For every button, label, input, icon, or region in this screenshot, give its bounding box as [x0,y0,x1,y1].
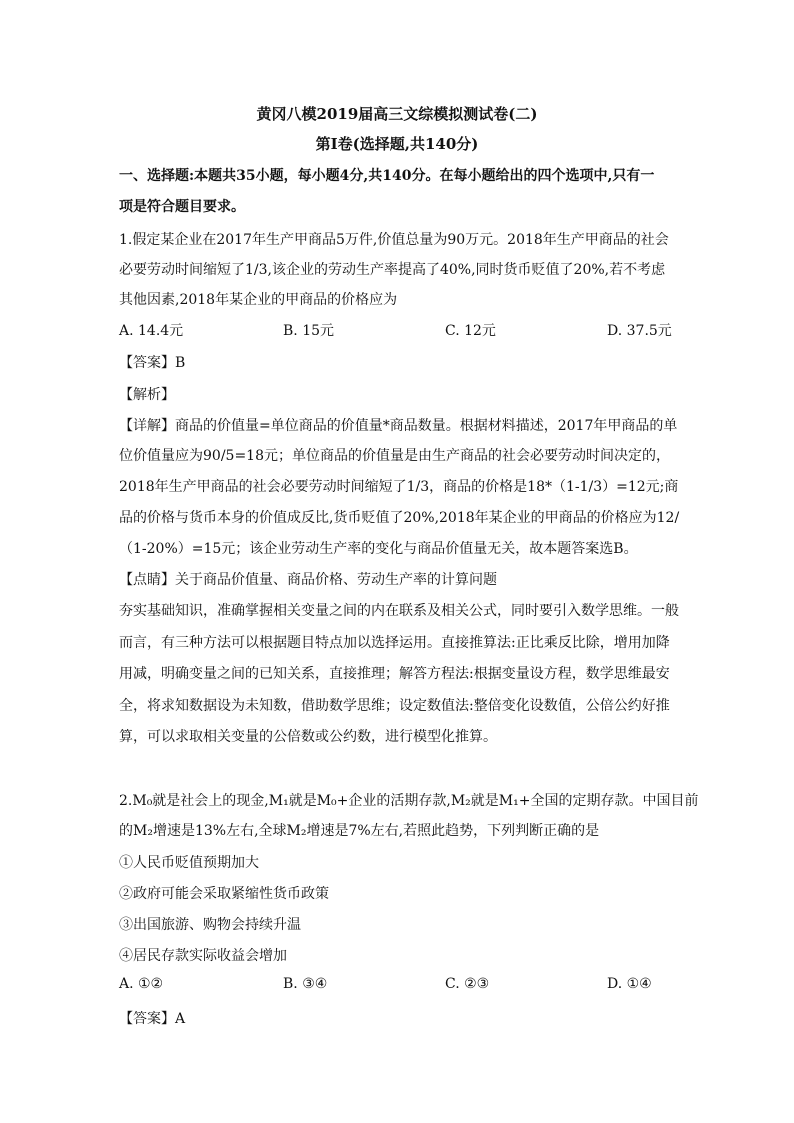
q2-stem-line-2: 的M₂增速是13%左右,全球M₂增速是7%左右,若照此趋势，下列判断正确的是 [119,823,600,839]
q2-item-2: ②政府可能会采取紧缩性货币政策 [119,886,329,902]
q1-option-c: C. 12元 [445,323,496,339]
q2-option-c: C. ②③ [445,976,490,992]
q2-item-4: ④居民存款实际收益会增加 [119,948,287,964]
q1-option-b: B. 15元 [283,323,335,339]
q1-stem-line-1: 1.假定某企业在2017年生产甲商品5万件,价值总量为90万元。2018年生产甲商品的社会 [119,232,669,248]
q1-detail-line-2: 位价值量应为90/5=18元；单位商品的价值量是由生产商品的社会必要劳动时间决定的， [119,448,670,464]
q1-detail-line-5: （1-20%）=15元；该企业劳动生产率的变化与商品价值量无关，故本题答案选B。 [119,541,638,557]
section-heading-line-2: 项是符合题目要求。 [119,199,245,215]
q1-tips-line-6: 算，可以求取相关变量的公倍数或公约数，进行模型化推算。 [119,729,497,745]
q1-stem-line-2: 必要劳动时间缩短了1/3,该企业的劳动生产率提高了40%,同时货币贬值了20%,若不考虑 [119,262,666,278]
q2-item-3: ③出国旅游、购物会持续升温 [119,917,301,933]
part-title: 第Ⅰ卷(选择题,共140分) [315,135,479,153]
section-heading-line-1: 一、选择题:本题共35小题，每小题4分,共140分。在每小题给出的四个选项中,只有一 [119,168,655,184]
q1-detail-line-4: 品的价格与货币本身的价值成反比,货币贬值了20%,2018年某企业的甲商品的价格应为12/ [119,510,680,526]
q1-tips-line-5: 全，将求知数据设为未知数，借助数学思维；设定数值法:整倍变化设数值，公倍公约好推 [119,698,670,714]
q2-option-b: B. ③④ [283,976,328,992]
q1-detail-line-3: 2018年生产甲商品的社会必要劳动时间缩短了1/3，商品的价格是18*（1-1/3）=12元;商 [119,479,679,495]
q2-item-1: ①人民币贬值预期加大 [119,855,259,871]
q2-answer: 【答案】A [119,1011,186,1027]
q1-answer: 【答案】B [119,355,186,371]
q2-option-a: A. ①② [119,976,164,992]
q1-tips-line-2: 夯实基础知识，准确掌握相关变量之间的内在联系及相关公式，同时要引入数学思维。一般 [119,603,679,619]
q1-option-a: A. 14.4元 [119,323,184,339]
q1-stem-line-3: 其他因素,2018年某企业的甲商品的价格应为 [119,292,398,308]
q1-detail-line-1: 【详解】商品的价值量=单位商品的价值量*商品数量。根据材料描述，2017年甲商品的单 [119,418,678,434]
q1-tips-line-4: 用减，明确变量之间的已知关系，直接推理；解答方程法:根据变量设方程，数学思维最安 [119,666,670,682]
q1-tips-line-1: 【点睛】关于商品价值量、商品价格、劳动生产率的计算问题 [119,572,497,588]
q2-stem-line-1: 2.M₀就是社会上的现金,M₁就是M₀+企业的活期存款,M₂就是M₁+全国的定期存款。中国目前 [119,793,699,809]
q2-option-d: D. ①④ [607,976,652,992]
document-title: 黄冈八模2019届高三文综模拟测试卷(二) [256,105,538,123]
q1-option-d: D. 37.5元 [607,323,672,339]
q1-analysis-heading: 【解析】 [119,387,175,403]
q1-tips-line-3: 而言，有三种方法可以根据题目特点加以选择运用。直接推算法:正比乘反比除，增用加降 [119,635,670,651]
